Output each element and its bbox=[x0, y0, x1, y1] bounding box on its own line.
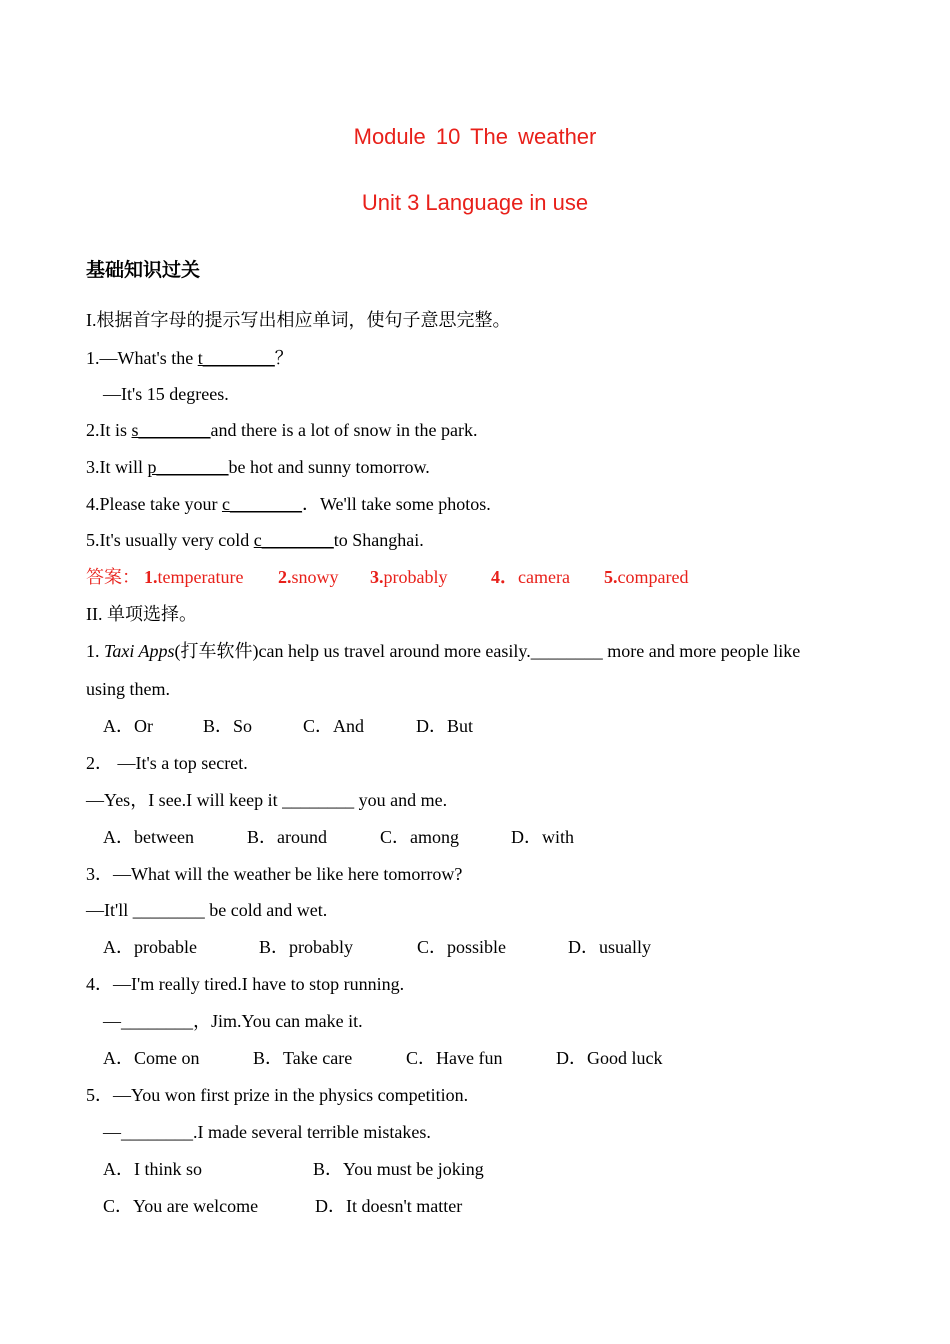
part2-question-5-options-row1 bbox=[103, 1157, 603, 1181]
answer-word: snowy bbox=[291, 567, 339, 587]
option-d: D．But bbox=[416, 716, 474, 736]
answer-item bbox=[491, 565, 570, 589]
question-text: 3.It will bbox=[86, 457, 148, 477]
option-c: C．You are welcome bbox=[103, 1196, 259, 1216]
answer-word: temperature bbox=[157, 567, 244, 587]
part1-question-1-reply: —It's 15 degrees. bbox=[103, 384, 229, 404]
option-a: A．between bbox=[103, 827, 194, 847]
option-b: B．probably bbox=[259, 937, 353, 957]
option-a: A．I think so bbox=[103, 1159, 202, 1179]
question-text: and there is a lot of snow in the park. bbox=[210, 420, 478, 440]
part2-question-3-options bbox=[103, 935, 723, 959]
answer-item bbox=[370, 565, 447, 589]
section-heading: 基础知识过关 bbox=[86, 259, 201, 281]
answer-item bbox=[278, 565, 339, 589]
option-d: D．Good luck bbox=[556, 1048, 663, 1068]
answer-blank: c________ bbox=[253, 530, 334, 550]
part2-question-3-reply: —It'll ________ be cold and wet. bbox=[86, 900, 328, 920]
question-text: ？ bbox=[274, 348, 293, 368]
part2-question-4-reply: —________，Jim.You can make it. bbox=[103, 1011, 363, 1031]
answer-word: probably bbox=[383, 567, 448, 587]
answer-number: 3. bbox=[370, 567, 384, 587]
part2-question-2: 2． —It's a top secret. bbox=[86, 753, 248, 773]
question-text: to Shanghai. bbox=[333, 530, 424, 550]
part2-question-2-reply: —Yes，I see.I will keep it ________ you and me. bbox=[86, 790, 448, 810]
answer-word: camera bbox=[518, 567, 570, 587]
option-b: B．So bbox=[203, 716, 253, 736]
part2-question-1-cont: using them. bbox=[86, 679, 170, 699]
answer-number: 2. bbox=[278, 567, 292, 587]
part1-question-1 bbox=[86, 346, 293, 370]
answer-blank: s________ bbox=[131, 420, 211, 440]
answer-item bbox=[604, 565, 688, 589]
part1-question-2 bbox=[86, 418, 477, 442]
question-number: 1. bbox=[86, 641, 104, 661]
option-d: D．It doesn't matter bbox=[315, 1196, 463, 1216]
part2-question-2-options bbox=[103, 825, 703, 849]
page-title: Module 10 The weather bbox=[353, 124, 597, 149]
question-text: 1.—What's the bbox=[86, 348, 198, 368]
option-b: B．around bbox=[247, 827, 327, 847]
part2-question-5-reply: —________.I made several terrible mistakes. bbox=[103, 1122, 431, 1142]
question-text: 2.It is bbox=[86, 420, 132, 440]
option-d: D．with bbox=[511, 827, 574, 847]
answer-item bbox=[144, 565, 243, 589]
answer-word: compared bbox=[617, 567, 689, 587]
question-text: 4.Please take your bbox=[86, 494, 222, 514]
part2-question-4: 4．—I'm really tired.I have to stop running. bbox=[86, 974, 405, 994]
part2-question-1-options bbox=[103, 714, 703, 738]
answer-number: 1. bbox=[144, 567, 158, 587]
option-a: A．Come on bbox=[103, 1048, 200, 1068]
part2-question-4-options bbox=[103, 1046, 723, 1070]
option-c: C．possible bbox=[417, 937, 507, 957]
answer-blank: c________ bbox=[221, 494, 302, 514]
question-text: ．We'll take some photos. bbox=[301, 494, 491, 514]
question-text: 5.It's usually very cold bbox=[86, 530, 254, 550]
option-b: B．Take care bbox=[253, 1048, 353, 1068]
question-text: be hot and sunny tomorrow. bbox=[228, 457, 430, 477]
answer-number: 4． bbox=[491, 567, 518, 587]
option-a: A．probable bbox=[103, 937, 197, 957]
option-d: D．usually bbox=[568, 937, 651, 957]
page-subtitle: Unit 3 Language in use bbox=[361, 190, 589, 215]
answer-key bbox=[86, 565, 806, 589]
option-c: C．among bbox=[380, 827, 459, 847]
part2-question-1 bbox=[86, 639, 800, 663]
part1-question-5 bbox=[86, 528, 424, 552]
option-b: B．You must be joking bbox=[313, 1159, 484, 1179]
part2-question-5: 5．—You won first prize in the physics competition. bbox=[86, 1085, 469, 1105]
option-c: C．Have fun bbox=[406, 1048, 503, 1068]
part1-heading: I.根据首字母的提示写出相应单词，使句子意思完整。 bbox=[86, 310, 511, 330]
answer-blank: t________ bbox=[197, 348, 275, 368]
part2-heading: II. 单项选择。 bbox=[86, 604, 197, 624]
option-a: A．Or bbox=[103, 716, 153, 736]
option-c: C．And bbox=[303, 716, 365, 736]
answer-blank: p________ bbox=[147, 457, 229, 477]
question-text: (打车软件)can help us travel around more easily.________ more and more people like bbox=[174, 641, 801, 661]
part1-question-4 bbox=[86, 492, 491, 516]
question-italic-term: Taxi Apps bbox=[104, 641, 175, 661]
part2-question-5-options-row2 bbox=[103, 1194, 603, 1218]
answer-number: 5. bbox=[604, 567, 618, 587]
part1-question-3 bbox=[86, 455, 430, 479]
part2-question-3: 3．—What will the weather be like here tomorrow? bbox=[86, 864, 463, 884]
answer-key-label: 答案： bbox=[86, 567, 140, 587]
